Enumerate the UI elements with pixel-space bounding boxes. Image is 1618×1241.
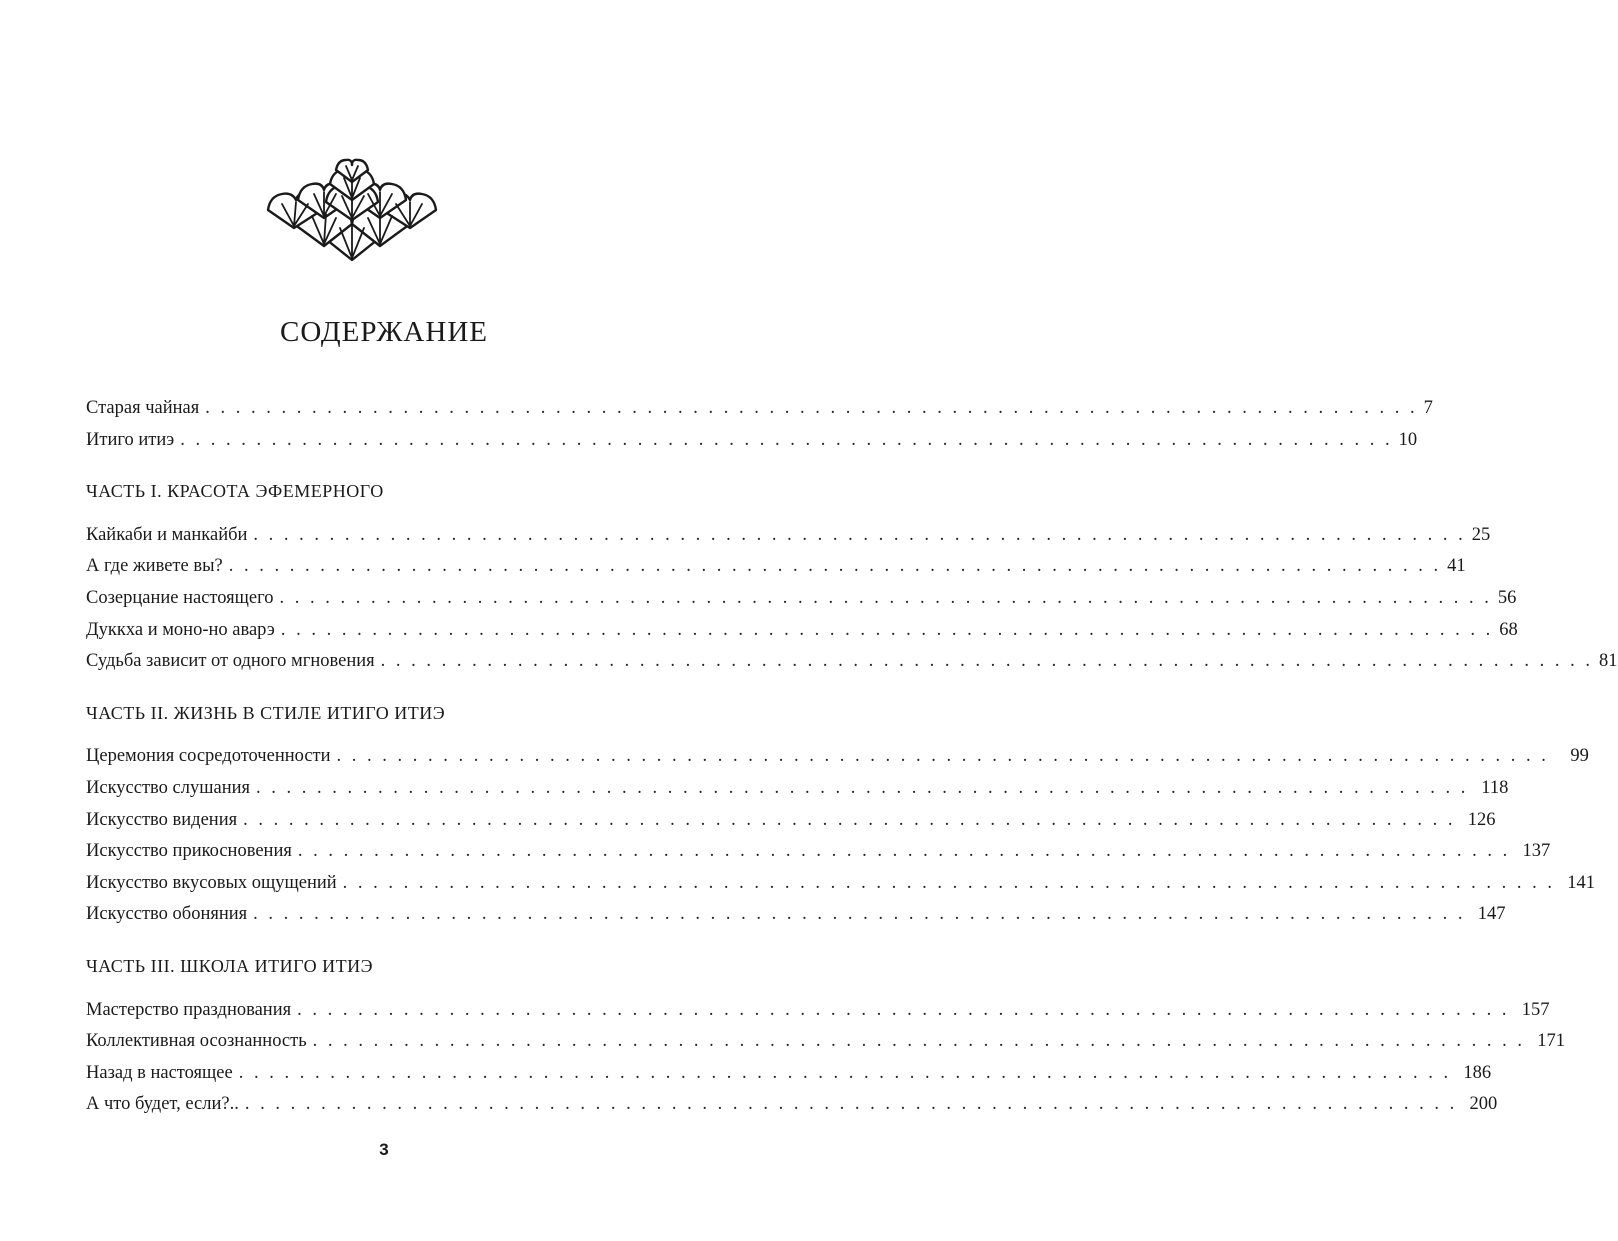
toc-entry <box>86 741 1589 773</box>
dot-leader: . . . . . . . . . . . . . . . . . . . . . . . . . . . . . . . . . . . . . . . . . . . . . . . . . . . . . . . . . . . . . . . . . . . . . . . . . . . . . . . . <box>342 872 1556 893</box>
toc-entry-label: Искусство видения <box>86 809 238 830</box>
toc-entry-page: 147 <box>1477 904 1506 925</box>
toc-entry <box>86 520 1491 552</box>
toc-entry-label: Судьба зависит от одного мгновения <box>86 651 375 672</box>
dot-leader: . . . . . . . . . . . . . . . . . . . . . . . . . . . . . . . . . . . . . . . . . . . . . . . . . . . . . . . . . . . . . . . . . . . . . . . . . . . . . . . . <box>279 587 1492 608</box>
table-of-contents <box>86 393 1618 1121</box>
toc-entry-page: 200 <box>1469 1094 1498 1115</box>
dot-leader: . . . . . . . . . . . . . . . . . . . . . . . . . . . . . . . . . . . . . . . . . . . . . . . . . . . . . . . . . . . . . . . . . . . . . . . . . . . . . . . . <box>297 999 1510 1020</box>
toc-entry <box>86 393 1433 425</box>
toc-entry-page: 25 <box>1471 524 1491 545</box>
toc-entry-page: 99 <box>1570 746 1589 767</box>
toc-entry-label: Искусство прикосновения <box>86 841 292 862</box>
toc-entry-label: Назад в настоящее <box>86 1062 233 1083</box>
toc-entry <box>86 773 1509 805</box>
dot-leader: . . . . . . . . . . . . . . . . . . . . . . . . . . . . . . . . . . . . . . . . . . . . . . . . . . . . . . . . . . . . . . . . . . . . . . . . . . . . . . . . <box>243 809 1456 830</box>
toc-entry <box>86 425 1418 457</box>
toc-entry-label: Мастерство празднования <box>86 999 292 1020</box>
lotus-fan-ornament-icon <box>264 158 440 264</box>
toc-entry-page: 10 <box>1398 429 1418 450</box>
toc-entry <box>86 1058 1492 1090</box>
toc-entry <box>86 1026 1566 1058</box>
toc-entry <box>86 995 1550 1027</box>
toc-entry-page: 81 <box>1599 651 1618 672</box>
toc-entry-page: 7 <box>1423 398 1433 418</box>
dot-leader: . . . . . . . . . . . . . . . . . . . . . . . . . . . . . . . . . . . . . . . . . . . . . . . . . . . . . . . . . . . . . . . . . . . . . . . . . . . . . . . . <box>256 777 1469 798</box>
dot-leader: . . . . . . . . . . . . . . . . . . . . . . . . . . . . . . . . . . . . . . . . . . . . . . . . . . . . . . . . . . . . . . . . . . . . . . . . . . . . . . . . <box>228 556 1442 577</box>
toc-entry-page: 68 <box>1499 619 1518 640</box>
toc-entry <box>86 805 1496 837</box>
dot-leader: . . . . . . . . . . . . . . . . . . . . . . . . . . . . . . . . . . . . . . . . . . . . . . . . . . . . . . . . . . . . . . . . . . . . . . . . . . . . . . . . <box>205 398 1418 418</box>
toc-entry-label: Коллективная осознанность <box>86 1031 307 1052</box>
dot-leader: . . . . . . . . . . . . . . . . . . . . . . . . . . . . . . . . . . . . . . . . . . . . . . . . . . . . . . . . . . . . . . . . . . . . . . . . . . . . . . . . <box>238 1062 1452 1083</box>
dot-leader: . . . . . . . . . . . . . . . . . . . . . . . . . . . . . . . . . . . . . . . . . . . . . . . . . . . . . . . . . . . . . . . . . . . . . . . . . . . . . . . . <box>336 746 1549 767</box>
toc-entry <box>86 615 1518 647</box>
part-heading: ЧАСТЬ II. ЖИЗНЬ В СТИЛЕ ИТИГО ИТИЭ <box>86 702 446 723</box>
dot-leader: . . . . . . . . . . . . . . . . . . . . . . . . . . . . . . . . . . . . . . . . . . . . . . . . . . . . . . . . . . . . . . . . . . . . . . . . . . . . . . . . <box>253 524 1466 545</box>
toc-entry <box>86 868 1596 900</box>
dot-leader: . . . . . . . . . . . . . . . . . . . . . . . . . . . . . . . . . . . . . . . . . . . . . . . . . . . . . . . . . . . . . . . . . . . . . . . . . . . . . . . . <box>180 429 1393 450</box>
toc-entry-label: Старая чайная <box>86 398 200 418</box>
toc-entry-page: 137 <box>1522 841 1551 862</box>
toc-entry <box>86 836 1551 868</box>
toc-entry <box>86 551 1466 583</box>
page-number: 3 <box>379 1140 389 1159</box>
toc-entry-label: Кайкаби и манкайби <box>86 524 248 545</box>
toc-entry-label: Искусство обоняния <box>86 904 248 925</box>
toc-entry-label: А что будет, если?.. <box>86 1094 239 1115</box>
toc-entry-page: 171 <box>1537 1031 1566 1052</box>
toc-entry-label: Искусство слушания <box>86 777 250 798</box>
toc-entry <box>86 646 1618 678</box>
page-title: СОДЕРЖАНИЕ <box>280 316 488 348</box>
toc-entry-label: Искусство вкусовых ощущений <box>86 872 337 893</box>
toc-entry <box>86 583 1517 615</box>
toc-entry-page: 157 <box>1521 999 1550 1020</box>
dot-leader: . . . . . . . . . . . . . . . . . . . . . . . . . . . . . . . . . . . . . . . . . . . . . . . . . . . . . . . . . . . . . . . . . . . . . . . . . . . . . . . . <box>253 904 1466 925</box>
toc-entry-page: 118 <box>1481 777 1509 798</box>
dot-leader: . . . . . . . . . . . . . . . . . . . . . . . . . . . . . . . . . . . . . . . . . . . . . . . . . . . . . . . . . . . . . . . . . . . . . . . . . . . . . . . . <box>380 651 1594 672</box>
dot-leader: . . . . . . . . . . . . . . . . . . . . . . . . . . . . . . . . . . . . . . . . . . . . . . . . . . . . . . . . . . . . . . . . . . . . . . . . . . . . . . . . <box>312 1031 1526 1052</box>
toc-entry <box>86 1089 1498 1121</box>
dot-leader: . . . . . . . . . . . . . . . . . . . . . . . . . . . . . . . . . . . . . . . . . . . . . . . . . . . . . . . . . . . . . . . . . . . . . . . . . . . . . . . . <box>244 1094 1458 1115</box>
toc-entry-page: 126 <box>1467 809 1496 830</box>
dot-leader: . . . . . . . . . . . . . . . . . . . . . . . . . . . . . . . . . . . . . . . . . . . . . . . . . . . . . . . . . . . . . . . . . . . . . . . . . . . . . . . . <box>297 841 1511 862</box>
toc-entry-label: Созерцание настоящего <box>86 587 274 608</box>
toc-entry-page: 41 <box>1447 556 1466 577</box>
toc-entry-label: А где живете вы? <box>86 556 223 577</box>
toc-entry-page: 141 <box>1567 872 1596 893</box>
toc-entry-label: Итиго итиэ <box>86 429 175 450</box>
toc-entry-label: Дуккха и моно-но аварэ <box>86 619 275 640</box>
toc-entry-page: 186 <box>1463 1062 1492 1083</box>
toc-entry-label: Церемония сосредоточенности <box>86 746 331 767</box>
part-heading: ЧАСТЬ I. КРАСОТА ЭФЕМЕРНОГО <box>86 481 384 502</box>
dot-leader: . . . . . . . . . . . . . . . . . . . . . . . . . . . . . . . . . . . . . . . . . . . . . . . . . . . . . . . . . . . . . . . . . . . . . . . . . . . . . . . . <box>280 619 1494 640</box>
toc-entry-page: 56 <box>1497 587 1517 608</box>
part-heading: ЧАСТЬ III. ШКОЛА ИТИГО ИТИЭ <box>86 955 373 976</box>
toc-entry <box>86 899 1506 931</box>
